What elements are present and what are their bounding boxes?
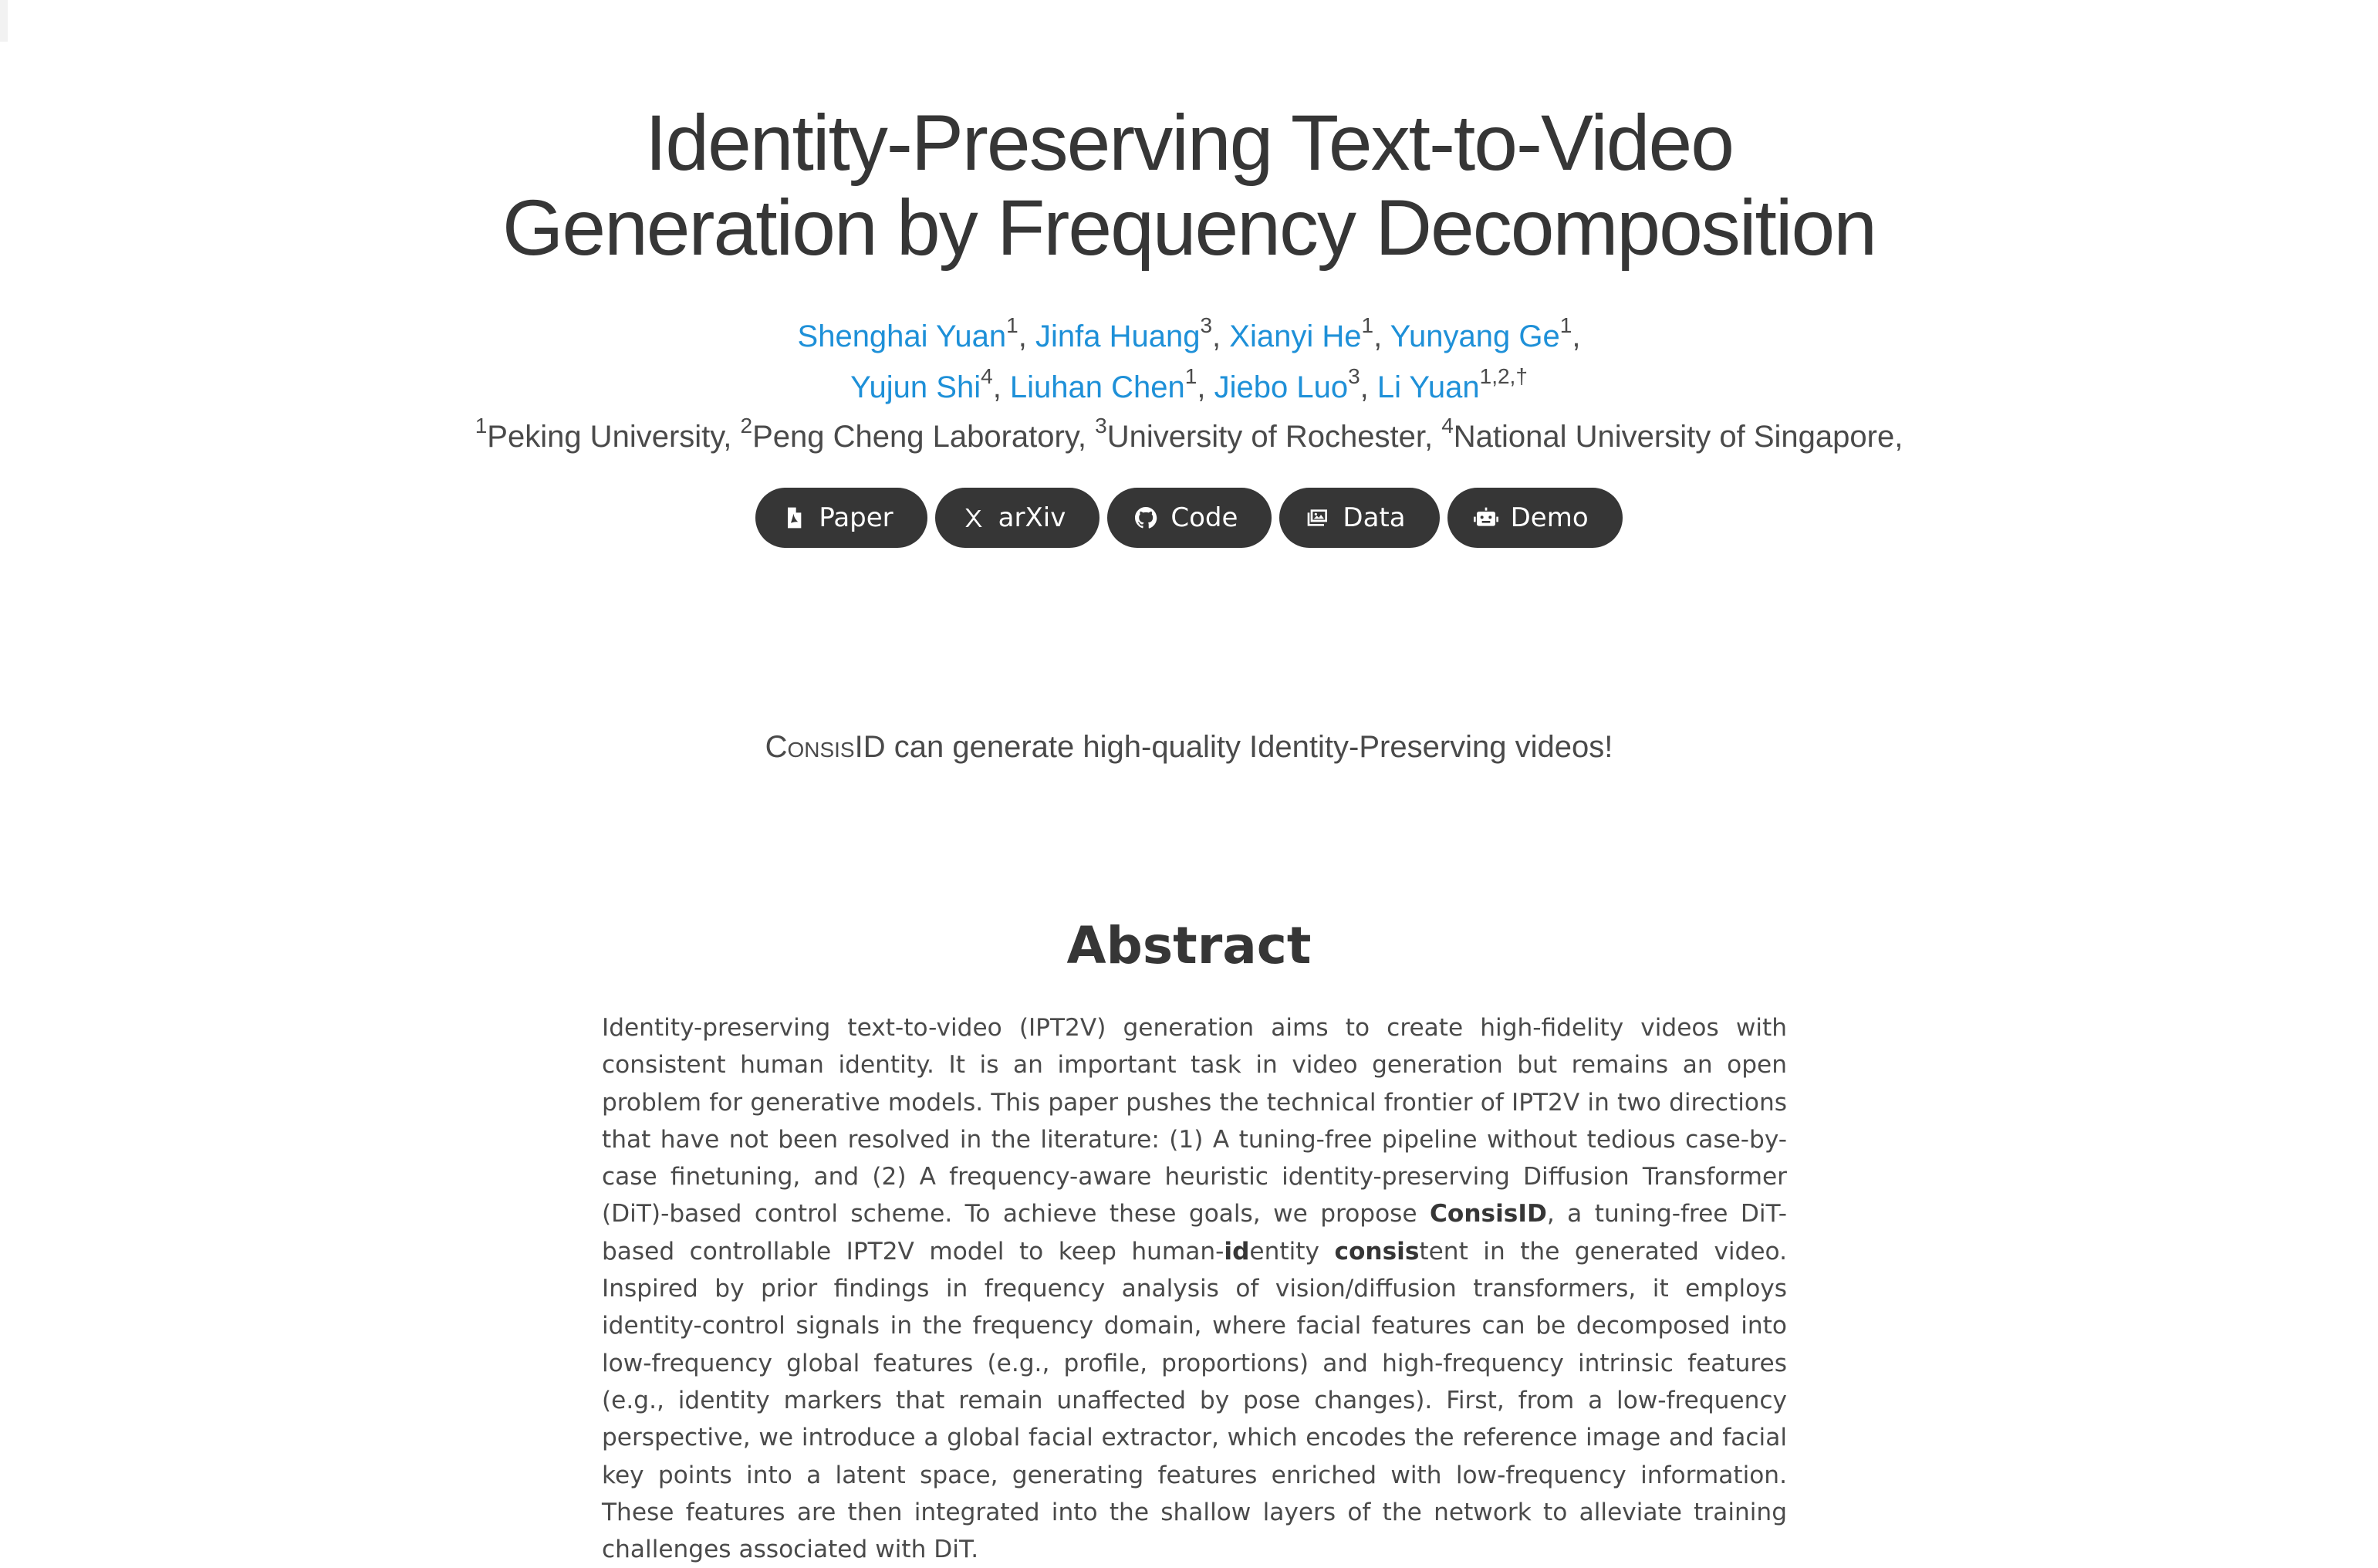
author-sup: 1 bbox=[1361, 313, 1374, 337]
title-line-2: Generation by Frequency Decomposition bbox=[502, 184, 1876, 272]
author-sep: , bbox=[1212, 319, 1230, 353]
paper-button[interactable] bbox=[755, 488, 927, 548]
author-list bbox=[0, 311, 2378, 413]
author-link[interactable]: Jiebo Luo bbox=[1214, 370, 1349, 404]
author-sep: , bbox=[1018, 319, 1035, 353]
author-sup: 1,2,† bbox=[1479, 363, 1528, 388]
author-link[interactable]: Xianyi He bbox=[1229, 319, 1362, 353]
code-button[interactable] bbox=[1107, 488, 1272, 548]
author-link[interactable]: Liuhan Chen bbox=[1009, 370, 1185, 404]
data-button[interactable] bbox=[1279, 488, 1439, 548]
abstract-part-2: , a tuning-free DiT-based controllable IPT2V model to keep human- bbox=[602, 1200, 1787, 1266]
code-button-label: Code bbox=[1170, 502, 1238, 533]
author-row-1 bbox=[0, 311, 2378, 362]
abstract-part-1: Identity-preserving text-to-video (IPT2V) generation aims to create high-fidelity videos with consistent human identity. It is an important task in video generation but remains an open problem for generative models. This paper pushes the technical frontier of IPT2V in two directions that have not been resolved in the literature: (1) A tuning-free pipeline without tedious case-by-case finetuning, and (2) A frequency-aware heuristic identity-preserving Diffusion Transformer (DiT)-based control scheme. To achieve these goals, we propose bbox=[602, 1014, 1787, 1228]
author-sep: , bbox=[992, 370, 1010, 404]
author-sep: , bbox=[1373, 319, 1390, 353]
affil-sup: 4 bbox=[1441, 413, 1454, 438]
author-sep: , bbox=[1360, 370, 1377, 404]
demo-button[interactable] bbox=[1447, 488, 1623, 548]
arxiv-button[interactable] bbox=[935, 488, 1100, 548]
link-buttons bbox=[0, 488, 2378, 548]
affil-name: Peng Cheng Laboratory, bbox=[752, 420, 1096, 454]
demo-button-label: Demo bbox=[1510, 502, 1589, 533]
author-link[interactable]: Yujun Shi bbox=[850, 370, 981, 404]
abstract-consis-bold: consis bbox=[1334, 1237, 1420, 1266]
author-sup: 1 bbox=[1006, 313, 1018, 337]
abstract-part-4: tent in the generated video. Inspired by prior findings in frequency analysis of vision/diffusion transformers, it employs identity-control signals in the frequency domain, where facial features can be decomposed into low-frequency global features (e.g., profile, proportions) and high-frequency intrinsic features (e.g., identity markers that remain unaffected by pose changes). First, from a low-frequency perspective, we introduce a global facial extractor, which encodes the reference image and facial key points into a latent space, generating features enriched with low-frequency information. These features are then integrated into the shallow layers of the network to alleviate training challenges associated with DiT. bbox=[602, 1237, 1787, 1564]
author-sup: 1 bbox=[1559, 313, 1572, 337]
affil-sup: 2 bbox=[740, 413, 753, 438]
affiliations bbox=[0, 414, 2378, 460]
author-sep: , bbox=[1197, 370, 1214, 404]
github-icon bbox=[1133, 505, 1158, 530]
title-line-1: Identity-Preserving Text-to-Video bbox=[645, 99, 1733, 187]
affil-sup: 3 bbox=[1095, 413, 1107, 438]
abstract-text bbox=[602, 1009, 1787, 1568]
robot-icon bbox=[1474, 505, 1498, 530]
abstract-part-3: entity bbox=[1249, 1237, 1335, 1266]
arxiv-button-label: arXiv bbox=[998, 502, 1066, 533]
page-title bbox=[0, 100, 2378, 270]
affil-name: Peking University, bbox=[487, 420, 741, 454]
data-button-label: Data bbox=[1343, 502, 1406, 533]
abstract-id-bold: id bbox=[1224, 1237, 1250, 1266]
author-link[interactable]: Shenghai Yuan bbox=[797, 319, 1007, 353]
author-sup: 3 bbox=[1348, 363, 1360, 388]
affil-name: National University of Singapore, bbox=[1453, 420, 1903, 454]
paper-button-label: Paper bbox=[819, 502, 893, 533]
author-sup: 1 bbox=[1184, 363, 1197, 388]
author-row-2 bbox=[0, 362, 2378, 413]
author-sup: 4 bbox=[981, 363, 993, 388]
tagline-text: can generate high-quality Identity-Preserving videos! bbox=[885, 730, 1613, 764]
author-link[interactable]: Yunyang Ge bbox=[1390, 319, 1560, 353]
abstract-model-name: ConsisID bbox=[1430, 1200, 1547, 1228]
affil-sup: 1 bbox=[475, 413, 488, 438]
abstract-heading: Abstract bbox=[1066, 916, 1312, 975]
author-link[interactable]: Jinfa Huang bbox=[1035, 319, 1201, 353]
tagline-model-name: ConsisID bbox=[765, 730, 886, 764]
author-sup: 3 bbox=[1200, 313, 1213, 337]
images-icon bbox=[1306, 505, 1330, 530]
tagline bbox=[0, 725, 2378, 769]
author-sep: , bbox=[1572, 319, 1581, 353]
pdf-icon bbox=[782, 505, 806, 530]
author-link[interactable]: Li Yuan bbox=[1376, 370, 1480, 404]
corner-mark bbox=[0, 0, 8, 42]
affil-name: University of Rochester, bbox=[1106, 420, 1442, 454]
arxiv-icon bbox=[961, 505, 986, 530]
